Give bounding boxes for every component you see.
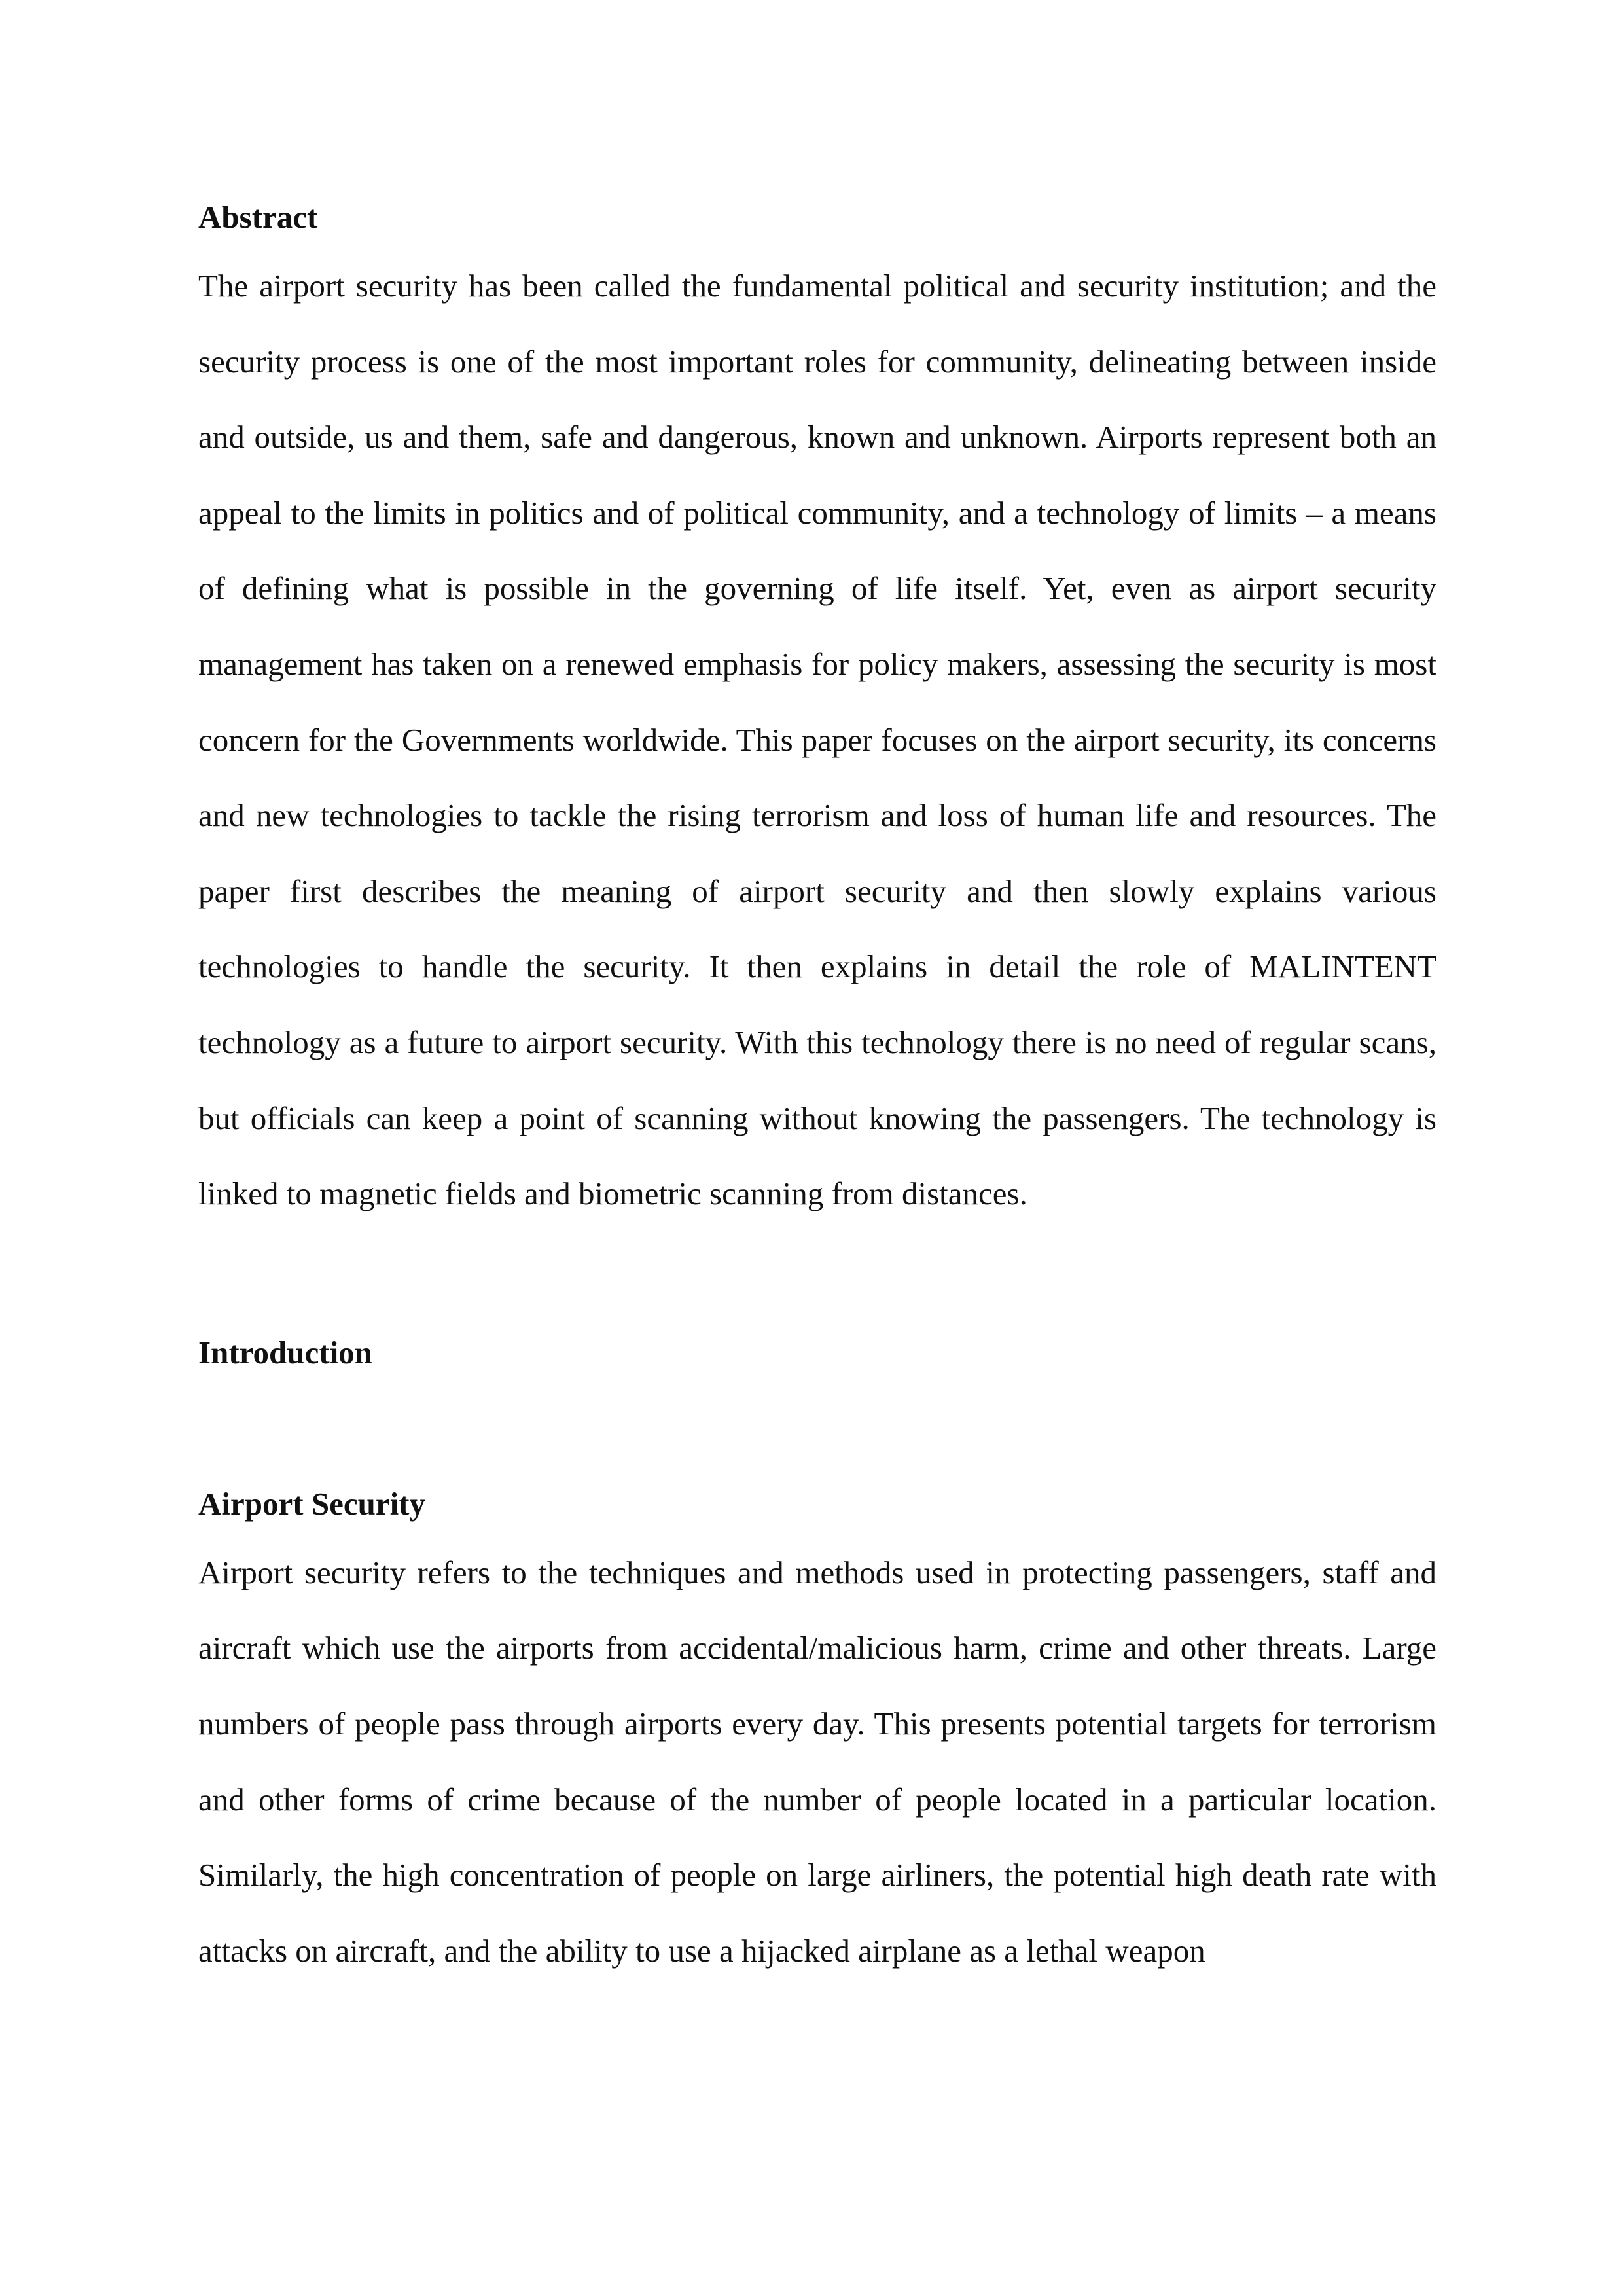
section-spacer — [198, 1379, 1436, 1478]
airport-security-heading: Airport Security — [198, 1485, 425, 1522]
page-content — [198, 191, 1436, 1988]
introduction-heading: Introduction — [198, 1334, 372, 1371]
abstract-paragraph: The airport security has been called the fundamental political and security institution; and the security process is one of the most important roles for community, delineating between inside and outside, us and them, safe and dangerous, known and unknown. Airports represent both an appeal to the limits in politics and of political community, and a technology of limits – a means of defining what is possible in the governing of life itself. Yet, even as airport security management has taken on a renewed emphasis for policy makers, assessing the security is most concern for the Governments worldwide. This paper focuses on the airport security, its concerns and new technologies to tackle the rising terrorism and loss of human life and resources. The paper first describes the meaning of airport security and then slowly explains various technologies to handle the security. It then explains in detail the role of MALINTENT technology as a future to airport security. With this technology there is no need of regular scans, but officials can keep a point of scanning without knowing the passengers. The technology is linked to magnetic fields and biometric scanning from distances. — [198, 268, 1436, 1212]
airport-security-paragraph: Airport security refers to the techniques and methods used in protecting passengers, staff and aircraft which use the airports from accidental/malicious harm, crime and other threats. Large numbers of people pass through airports every day. This presents potential targets for terrorism and other forms of crime because of the number of people located in a particular location. Similarly, the high concentration of people on large airliners, the potential high death rate with attacks on aircraft, and the ability to use a hijacked airplane as a lethal weapon — [198, 1554, 1436, 1969]
abstract-heading: Abstract — [198, 199, 318, 235]
section-spacer — [198, 1232, 1436, 1327]
